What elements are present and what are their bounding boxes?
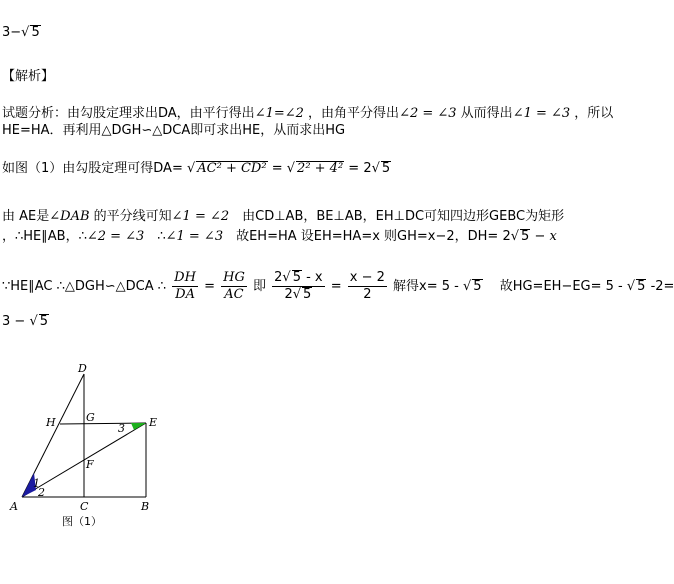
label-C: C [80, 500, 89, 513]
analysis-title: 【解析】 [2, 69, 55, 84]
geometry-figure [0, 360, 200, 540]
label-F: F [86, 458, 94, 471]
label-D: D [78, 362, 87, 375]
label-E: E [149, 416, 158, 429]
label-B: B [141, 500, 150, 513]
label-G: G [86, 411, 95, 424]
fraction-dh-da: $\frac{DH}{DA}$ [174, 270, 196, 302]
answer-text: 3−√ 5 [2, 25, 40, 40]
label-1: 1 [33, 477, 40, 490]
step-3-line: ∵HE∥AC ∴△DGH∽△DCA ∴ $\frac{DH}{DA}$ = $\frac{HG}{AC}$ 即 $\frac{2√ 5 - x}{2√ 5}$ = $\frac{x - 2}{2}$ 解得x= 5 - √ 5 故HG=EH−EG= 5 - √ 5 -2= [2, 270, 674, 302]
step-1-line: 如图（1）由勾股定理可得DA= √ AC² + CD² = √ 2² + 4² = 2√ 5 [2, 161, 391, 176]
step-2-line-a: 由 AE是∠DAB 的平分线可知∠1 = ∠2 由CD⊥AB，BE⊥AB，EH⊥DC可知四边形GEBC为矩形 [2, 209, 565, 224]
figure-caption: 图（1） [62, 515, 102, 528]
answer-line [2, 24, 41, 42]
analysis-line-2: HE=HA．再利用△DGH∽△DCA即可求出HE，从而求出HG [2, 123, 346, 138]
step-2-line-b: ，∴HE∥AB，∴∠2 = ∠3 ∴∠1 = ∠3 故EH=HA 设EH=HA=x 则GH=x−2，DH= 2√ 5 − x [2, 229, 557, 244]
label-H: H [46, 416, 56, 429]
fraction-right: $\frac{x - 2}{2}$ [349, 270, 385, 302]
analysis-line-1: 试题分析：由勾股定理求出DA，由平行得出∠1=∠2 ，由角平分得出∠2 = ∠3 从而得出∠1 = ∠3 ，所以 [2, 106, 614, 121]
fraction-hg-ac: $\frac{HG}{AC}$ [223, 270, 245, 302]
label-2: 2 [38, 486, 45, 499]
step-3-result: 3 − √ 5 [2, 314, 49, 329]
fraction-left: $\frac{2√ 5 - x}{2√ 5}$ [274, 270, 323, 302]
label-A: A [10, 500, 18, 513]
label-3: 3 [118, 422, 125, 435]
